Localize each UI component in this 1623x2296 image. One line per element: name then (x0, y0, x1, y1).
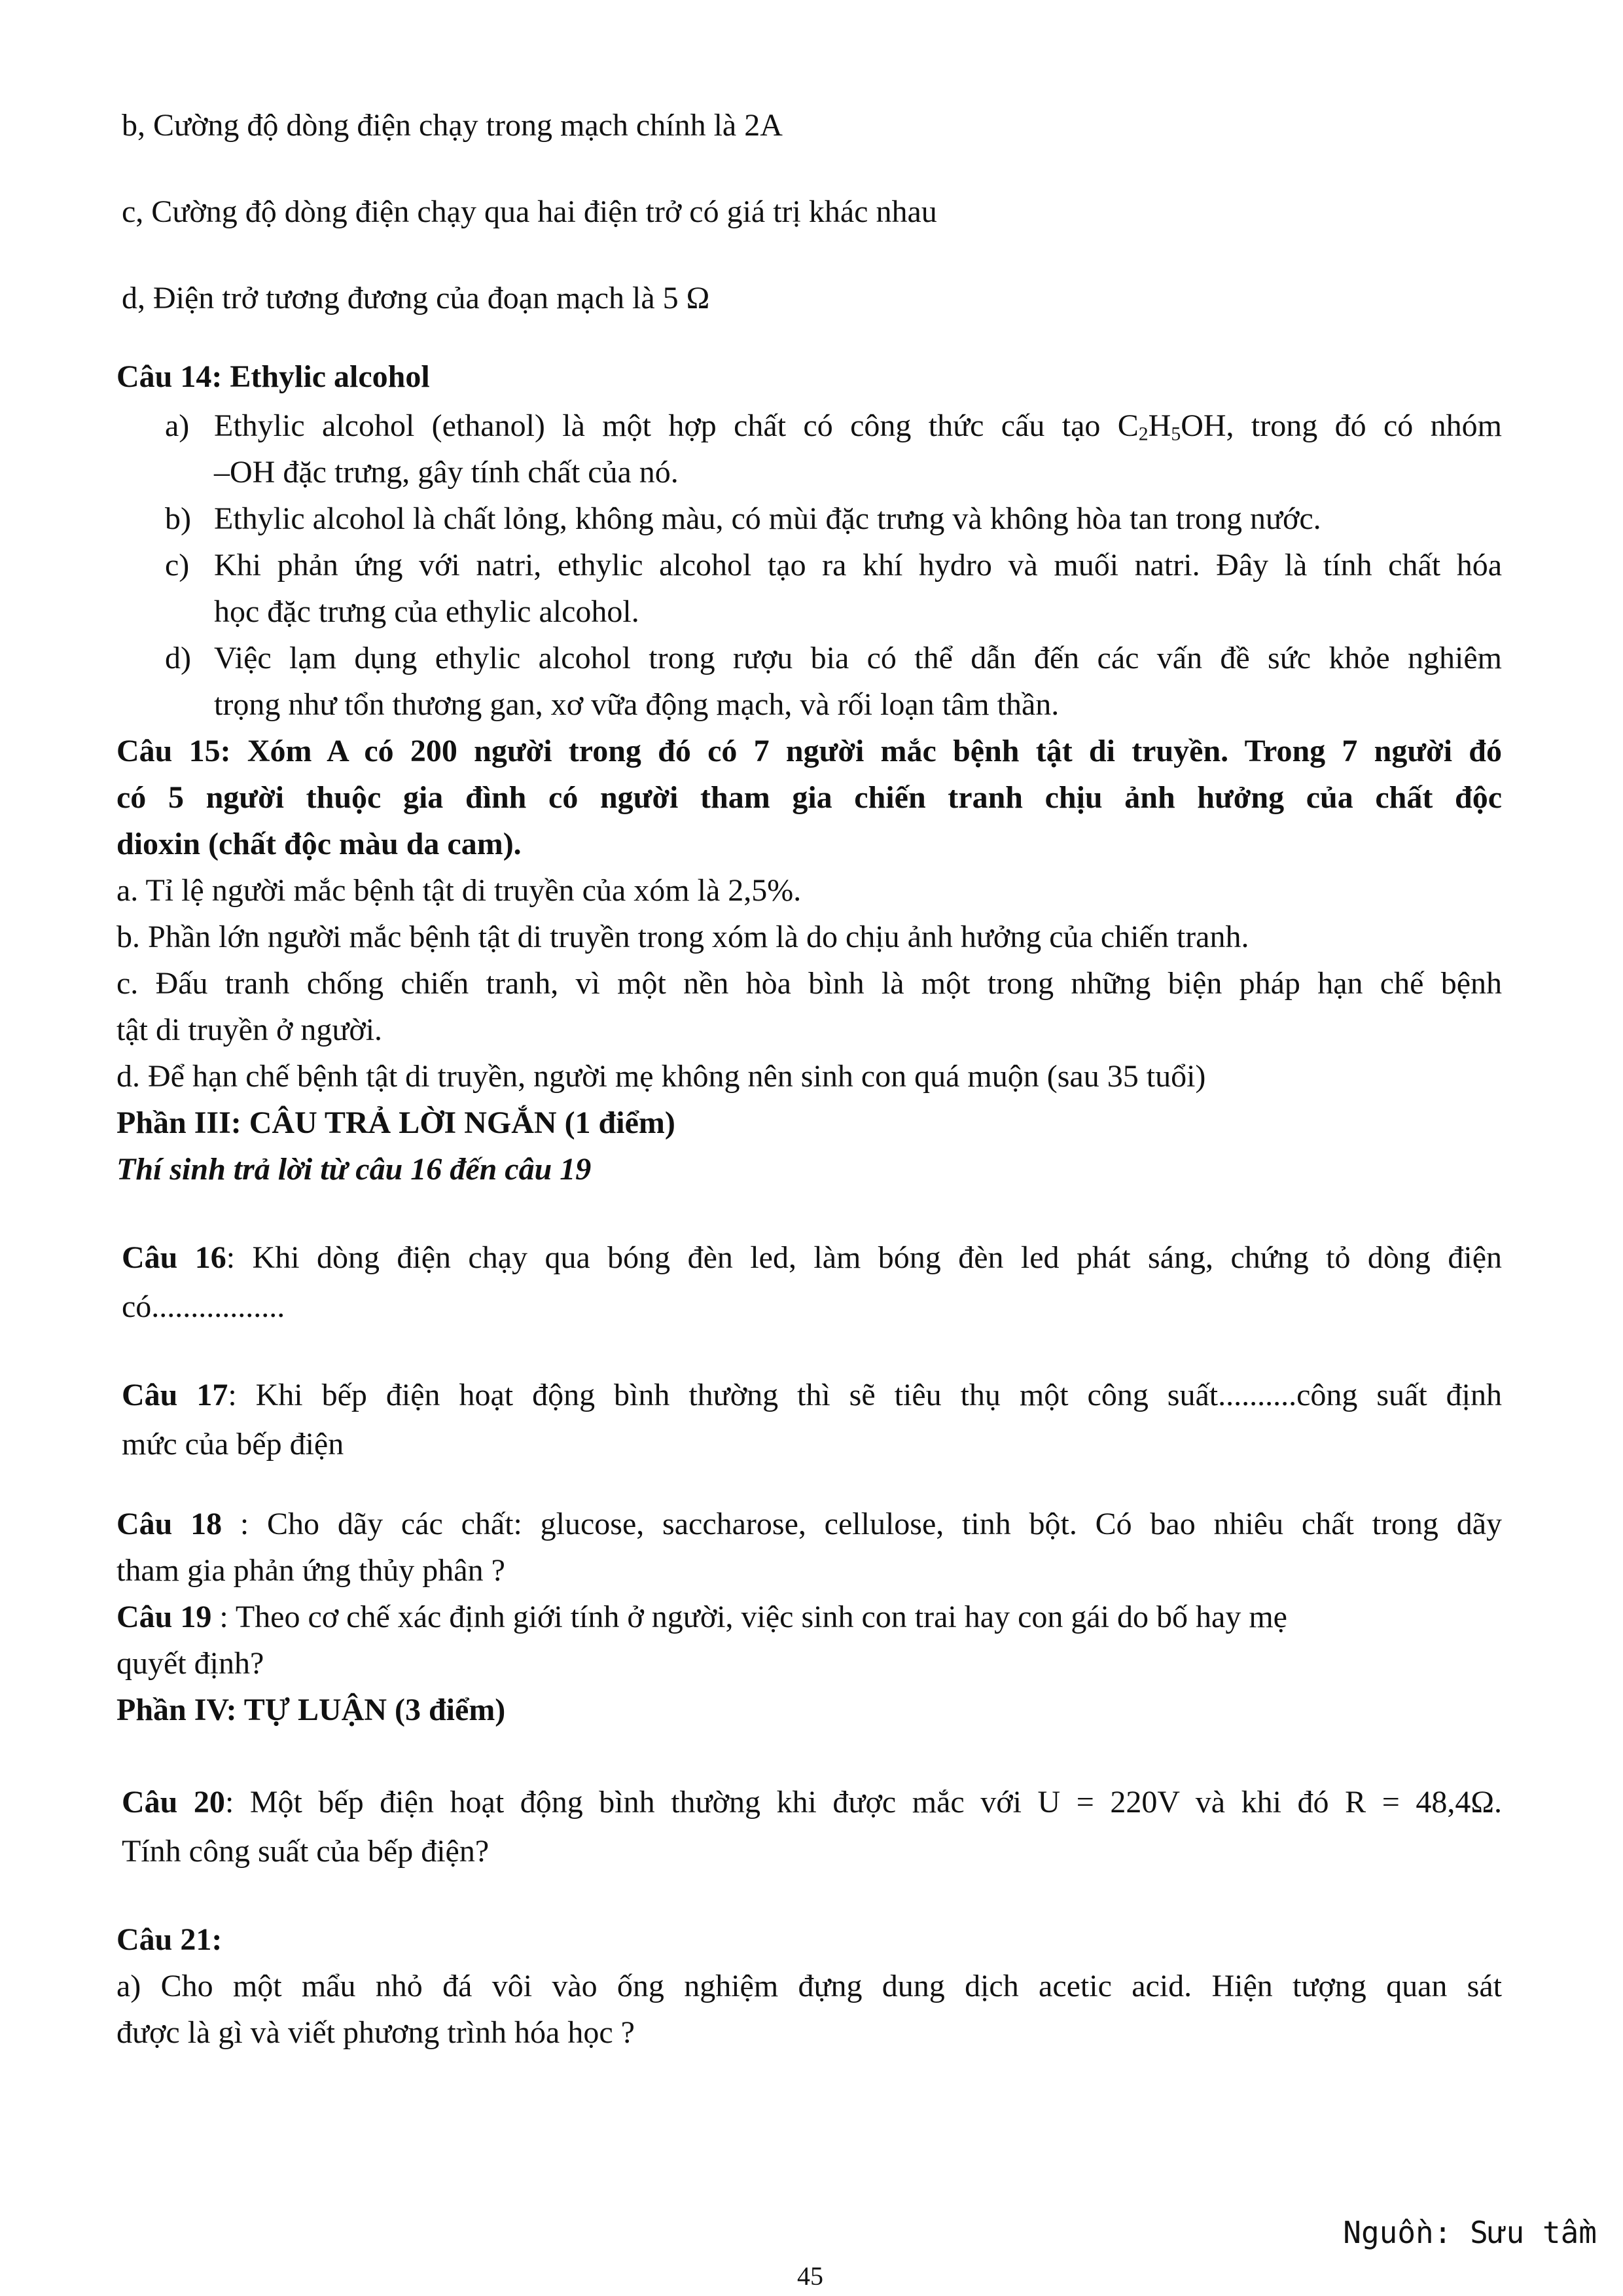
q18-label: Câu 18 (116, 1507, 223, 1541)
q20-label: Câu 20 (122, 1785, 225, 1820)
q14-c-line1: Khi phản ứng với natri, ethylic alcohol tạo ra khí hydro và muối natri. Đây là tính chất hóa (214, 548, 1502, 583)
q21-title: Câu 21: (116, 1922, 223, 1957)
q14-c-line2: học đặc trưng của ethylic alcohol. (214, 594, 639, 629)
q16-label: Câu 16 (122, 1240, 226, 1275)
q15-option-c-line2: tật di truyền ở người. (116, 1013, 383, 1047)
q14-d-marker: d) (165, 641, 191, 675)
q20-line1: Câu 20: Một bếp điện hoạt động bình thường khi được mắc với U = 220V và khi đó R = 48,4Ω. (122, 1785, 1503, 1820)
q15-title-line1: Câu 15: Xóm A có 200 người trong đó có 7 người mắc bệnh tật di truyền. Trong 7 người đó (116, 734, 1502, 768)
q15-title-line3: dioxin (chất độc màu da cam). (116, 827, 522, 861)
part3-title: Phần III: CÂU TRẢ LỜI NGẮN (1 điểm) (116, 1105, 675, 1140)
q20-line2: Tính công suất của bếp điện? (122, 1834, 490, 1869)
q14-title: Câu 14: Ethylic alcohol (116, 359, 430, 394)
q18-line1: Câu 18 : Cho dãy các chất: glucose, saccharose, cellulose, tinh bột. Có bao nhiêu chất trong dãy (116, 1507, 1503, 1541)
q14-c-marker: c) (165, 548, 190, 583)
q14-b-text: Ethylic alcohol là chất lỏng, không màu, có mùi đặc trưng và không hòa tan trong nước. (214, 501, 1321, 536)
q17-label: Câu 17 (122, 1378, 228, 1412)
q14-a-marker: a) (165, 408, 190, 443)
q19-label: Câu 19 (116, 1600, 212, 1634)
q13-option-c: c, Cường độ dòng điện chạy qua hai điện trở có giá trị khác nhau (122, 194, 937, 229)
q14-a-line2: –OH đặc trưng, gây tính chất của nó. (214, 455, 679, 490)
q19-line2: quyết định? (116, 1646, 264, 1681)
q13-option-b: b, Cường độ dòng điện chạy trong mạch chính là 2A (122, 108, 783, 143)
page-number: 45 (797, 2261, 823, 2291)
q14-b-marker: b) (165, 501, 191, 536)
q15-title-line2: có 5 người thuộc gia đình có người tham gia chiến tranh chịu ảnh hưởng của chất độc (116, 780, 1502, 815)
q15-option-b: b. Phần lớn người mắc bệnh tật di truyền trong xóm là do chịu ảnh hưởng của chiến tranh. (116, 920, 1249, 954)
part3-subtitle: Thí sinh trả lời từ câu 16 đến câu 19 (116, 1152, 592, 1187)
q19-line1: Câu 19 : Theo cơ chế xác định giới tính ở người, việc sinh con trai hay con gái do bố hay mẹ (116, 1600, 1287, 1634)
q15-option-c-line1: c. Đấu tranh chống chiến tranh, vì một nền hòa bình là một trong những biện pháp hạn chế bệnh (116, 966, 1502, 1001)
q14-d-line1: Việc lạm dụng ethylic alcohol trong rượu bia có thể dẫn đến các vấn đề sức khỏe nghiêm (214, 641, 1502, 675)
q14-a-line1: Ethylic alcohol (ethanol) là một hợp chất có công thức cấu tạo $C_2H_5OH$, trong đó có nhóm (214, 408, 1502, 445)
q13-option-d: d, Điện trở tương đương của đoạn mạch là 5 Ω (122, 281, 710, 315)
q15-option-a: a. Tỉ lệ người mắc bệnh tật di truyền của xóm là 2,5%. (116, 873, 802, 908)
q17-line1: Câu 17: Khi bếp điện hoạt động bình thường thì sẽ tiêu thụ một công suất..........công suất định (122, 1378, 1503, 1412)
q16-line1: Câu 16: Khi dòng điện chạy qua bóng đèn led, làm bóng đèn led phát sáng, chứng tỏ dòng điện (122, 1240, 1502, 1275)
q16-line2: có................. (122, 1289, 285, 1324)
q15-option-d: d. Để hạn chế bệnh tật di truyền, người mẹ không nên sinh con quá muộn (sau 35 tuổi) (116, 1059, 1206, 1094)
q21-a-line2: được là gì và viết phương trình hóa học ? (116, 2015, 635, 2050)
source-credit: Nguồn: Sưu tầm (1343, 2215, 1597, 2250)
q17-line2: mức của bếp điện (122, 1427, 344, 1462)
q18-line2: tham gia phản ứng thủy phân ? (116, 1553, 505, 1588)
q21-a-line1: a) Cho một mẩu nhỏ đá vôi vào ống nghiệm đựng dung dịch acetic acid. Hiện tượng quan sát (116, 1969, 1502, 2003)
q14-d-line2: trọng như tổn thương gan, xơ vữa động mạch, và rối loạn tâm thần. (214, 687, 1060, 722)
part4-title: Phần IV: TỰ LUẬN (3 điểm) (116, 1693, 506, 1727)
